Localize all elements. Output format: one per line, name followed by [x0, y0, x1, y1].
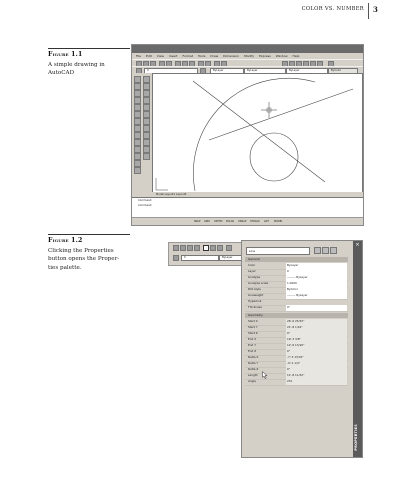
drawing-area[interactable]: [152, 73, 363, 194]
object-type-select[interactable]: Line: [246, 247, 310, 255]
properties-palette: [241, 240, 363, 458]
drawing-svg: [153, 74, 362, 193]
caption-line: A simple drawing in: [48, 62, 105, 68]
property-row[interactable]: End Y 12'-6 13/16": [245, 343, 348, 350]
property-row[interactable]: Layer 0: [245, 269, 348, 276]
grid-toggle[interactable]: GRID: [204, 220, 211, 223]
geometry-section-header[interactable]: Geometry: [245, 313, 348, 318]
caption-rule: [48, 48, 130, 49]
window-title-bar: [132, 45, 363, 53]
property-row[interactable]: Color ByLayer: [245, 263, 348, 270]
menu-dimension[interactable]: Dimension: [223, 54, 240, 58]
polyline-icon[interactable]: [134, 90, 141, 97]
ellipse-icon[interactable]: [134, 139, 141, 146]
polar-toggle[interactable]: POLAR: [226, 220, 235, 223]
menu-draw[interactable]: Draw: [210, 54, 219, 58]
property-row[interactable]: End X 19'-3 3/8": [245, 337, 348, 344]
menu-window[interactable]: Window: [275, 54, 288, 58]
menu-tools[interactable]: Tools: [198, 54, 206, 58]
circle-icon[interactable]: [134, 118, 141, 125]
caption-line: button opens the Proper-: [48, 256, 120, 263]
autocad-window: [131, 44, 364, 226]
array-icon[interactable]: [143, 104, 150, 111]
polygon-icon[interactable]: [134, 97, 141, 104]
move-icon[interactable]: [143, 111, 150, 118]
caption-line: AutoCAD: [48, 70, 75, 77]
caption-rule: [48, 234, 130, 235]
menu-file[interactable]: File: [136, 54, 142, 58]
command-line: Command:: [138, 199, 153, 202]
pickadd-icon[interactable]: [314, 247, 321, 254]
osnap-toggle[interactable]: OSNAP: [238, 220, 247, 223]
figure-2-label: Figure 1.2: [48, 237, 83, 244]
circle-entity[interactable]: [250, 133, 298, 181]
menu-insert[interactable]: Insert: [168, 54, 178, 58]
layout-tabs[interactable]: Model Layout1 Layout2: [152, 192, 364, 197]
command-window[interactable]: [132, 197, 364, 218]
stretch-icon[interactable]: [143, 132, 150, 139]
menu-express[interactable]: Express: [259, 54, 271, 58]
menu-modify[interactable]: Modify: [244, 54, 255, 58]
figure-1-caption: [48, 61, 130, 78]
page-number: 3: [373, 5, 378, 14]
running-header-title: COLOR VS. NUMBER: [301, 6, 364, 12]
zoom-previous-icon[interactable]: [194, 245, 200, 251]
palette-title: PROPERTIES: [354, 424, 358, 451]
mirror-icon[interactable]: [143, 90, 150, 97]
region-icon[interactable]: [134, 160, 141, 167]
property-row[interactable]: Angle 231: [245, 379, 348, 386]
trim-icon[interactable]: [143, 139, 150, 146]
property-row[interactable]: Linetype ——— ByLayer: [245, 275, 348, 282]
construction-line-icon[interactable]: [134, 83, 141, 90]
ortho-toggle[interactable]: ORTHO: [214, 220, 223, 223]
property-row[interactable]: Start Z 0": [245, 331, 348, 338]
figure-2-caption: [48, 247, 130, 272]
design-center-icon[interactable]: [210, 245, 216, 251]
color-combo[interactable]: ByLayer: [219, 255, 253, 261]
scale-icon[interactable]: [143, 125, 150, 132]
copy-object-icon[interactable]: [143, 83, 150, 90]
properties-button-icon[interactable]: [203, 245, 209, 251]
header-divider: [368, 3, 369, 19]
property-row[interactable]: Delta X -7'-3 13/32": [245, 355, 348, 362]
layer-manager-icon[interactable]: [173, 255, 179, 261]
spline-icon[interactable]: [134, 132, 141, 139]
plotstyle-combo[interactable]: ByColor: [328, 68, 358, 74]
model-toggle[interactable]: MODEL: [274, 220, 283, 223]
layer-combo[interactable]: 0: [144, 68, 198, 74]
color-combo[interactable]: ByLayer: [210, 68, 244, 74]
line-icon[interactable]: [134, 76, 141, 83]
property-row[interactable]: Hyperlink: [245, 299, 348, 306]
tool-palettes-icon[interactable]: [217, 245, 223, 251]
figure-1-label: Figure 1.1: [48, 51, 83, 58]
property-row[interactable]: Length 11'-8 11/32": [245, 373, 348, 380]
property-row[interactable]: Lineweight ——— ByLayer: [245, 293, 348, 300]
text-icon[interactable]: [134, 167, 141, 174]
lineweight-combo[interactable]: ByLayer: [286, 68, 328, 74]
quick-select-icon[interactable]: [330, 247, 337, 254]
property-row[interactable]: Delta Y -9'-1 1/4": [245, 361, 348, 368]
menu-format[interactable]: Format: [182, 54, 194, 58]
property-row[interactable]: Thickness 0": [245, 305, 348, 312]
snap-toggle[interactable]: SNAP: [194, 220, 201, 223]
lwt-toggle[interactable]: LWT: [264, 220, 269, 223]
menu-view[interactable]: View: [156, 54, 164, 58]
property-row[interactable]: End Z 0": [245, 349, 348, 356]
arc-icon[interactable]: [134, 111, 141, 118]
diagonal-line-entity[interactable]: [193, 81, 325, 182]
rectangle-icon[interactable]: [134, 104, 141, 111]
zoom-window-icon[interactable]: [187, 245, 193, 251]
zoom-realtime-icon[interactable]: [180, 245, 186, 251]
close-icon[interactable]: ×: [355, 242, 360, 248]
property-row[interactable]: Linetype scale 1.0000: [245, 281, 348, 288]
insert-block-icon[interactable]: [134, 146, 141, 153]
linetype-combo[interactable]: ByLayer: [244, 68, 286, 74]
mouse-cursor-icon: [262, 371, 268, 379]
property-row[interactable]: Start Y 21'-8 1/16": [245, 325, 348, 332]
select-objects-icon[interactable]: [322, 247, 329, 254]
crossing-line-entity[interactable]: [209, 89, 353, 140]
revcloud-icon[interactable]: [134, 125, 141, 132]
extend-icon[interactable]: [143, 146, 150, 153]
palette-title-bar[interactable]: [353, 241, 362, 457]
fillet-icon[interactable]: [143, 153, 150, 160]
pan-icon[interactable]: [173, 245, 179, 251]
help-icon[interactable]: [226, 245, 232, 251]
erase-icon[interactable]: [143, 76, 150, 83]
otrack-toggle[interactable]: OTRACK: [250, 220, 260, 223]
hatch-icon[interactable]: [134, 153, 141, 160]
menu-help[interactable]: Help: [292, 54, 300, 58]
property-row[interactable]: Plot style ByColor: [245, 287, 348, 294]
caption-line: Clicking the Properties: [48, 248, 114, 254]
property-row[interactable]: Start X 26'-6 25/32": [245, 319, 348, 326]
rotate-icon[interactable]: [143, 118, 150, 125]
general-section-header[interactable]: General: [245, 257, 348, 262]
property-row[interactable]: Delta Z 0": [245, 367, 348, 374]
draw-modify-toolbars: [132, 73, 152, 194]
caption-line: ties palette.: [48, 264, 82, 271]
command-line: Command:: [138, 204, 153, 207]
offset-icon[interactable]: [143, 97, 150, 104]
menu-edit[interactable]: Edit: [146, 54, 152, 58]
layer-combo[interactable]: 0: [181, 255, 219, 261]
status-bar: [132, 217, 363, 226]
